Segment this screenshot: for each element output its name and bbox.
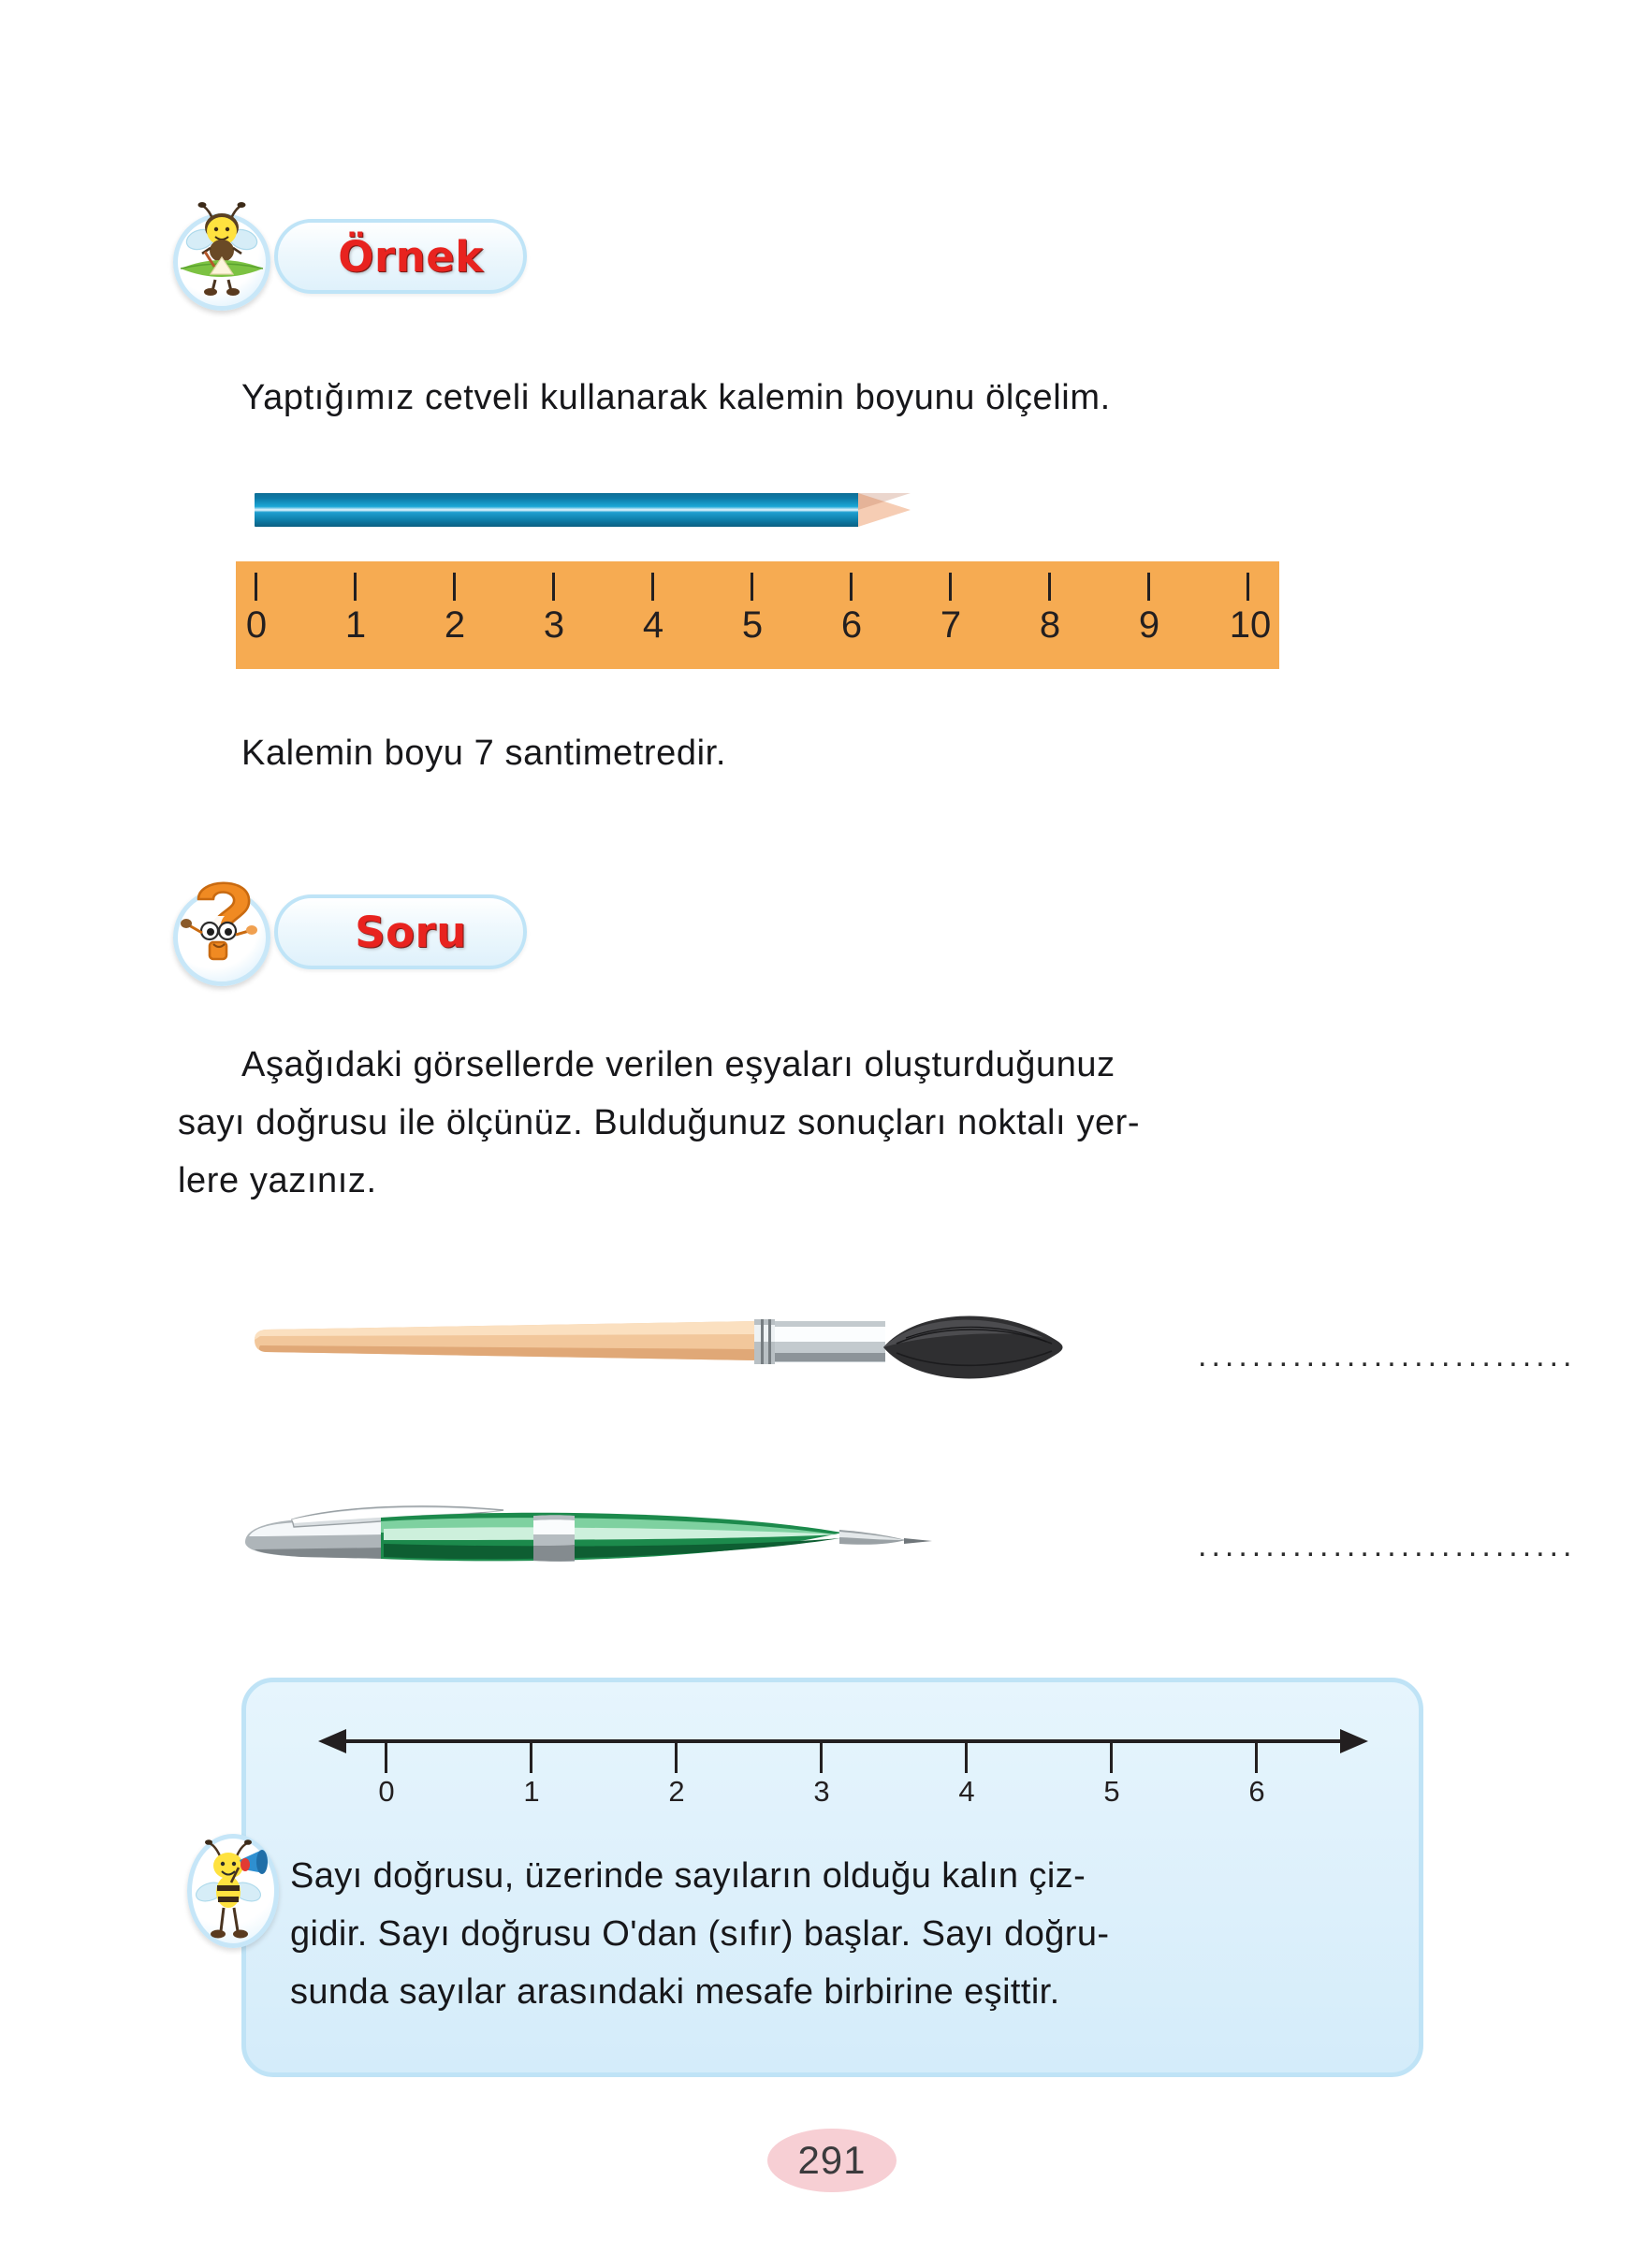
ruler-tick-3 — [552, 573, 555, 601]
soru-badge-label: Soru — [355, 907, 467, 957]
number-line-tick-4 — [965, 1741, 968, 1773]
page-number: 291 — [797, 2138, 867, 2182]
ruler-tick-6 — [850, 573, 853, 601]
page-number-badge — [767, 2129, 897, 2192]
paintbrush — [251, 1308, 887, 1392]
pencil-tip-shade — [858, 493, 911, 510]
ruler-label-3: 3 — [543, 604, 565, 646]
ruler-label-1: 1 — [344, 604, 367, 646]
ruler-label-2: 2 — [444, 604, 466, 646]
number-line-tick-6 — [1255, 1741, 1258, 1773]
question-prompt-line-2: sayı doğrusu ile ölçünüz. Bulduğunuz sonuçları noktalı yer- — [178, 1103, 1141, 1142]
info-text-line-3: sunda sayılar arasındaki mesafe birbirine eşittir. — [290, 1972, 1060, 2012]
ruler-tick-9 — [1147, 573, 1150, 601]
ruler-tick-10 — [1247, 573, 1249, 601]
number-line-tick-0 — [385, 1741, 387, 1773]
ruler-label-6: 6 — [840, 604, 863, 646]
number-line-tick-3 — [820, 1741, 823, 1773]
ruler-label-9: 9 — [1138, 604, 1160, 646]
paintbrush-answer-line[interactable]: ............................ — [1198, 1338, 1577, 1374]
bee-with-megaphone-icon — [187, 1834, 279, 1948]
ornek-badge-label: Örnek — [338, 231, 484, 282]
ruler-tick-5 — [751, 573, 753, 601]
ruler-label-0: 0 — [245, 604, 268, 646]
number-line-tick-2 — [675, 1741, 678, 1773]
number-line-axis — [323, 1739, 1343, 1743]
ruler-label-5: 5 — [741, 604, 764, 646]
ruler-label-10: 10 — [1229, 604, 1272, 646]
bee-on-leaf-icon — [173, 213, 270, 311]
number-line-tick-5 — [1110, 1741, 1113, 1773]
number-line-label-0: 0 — [378, 1775, 395, 1808]
ornek-badge-pill — [274, 219, 527, 294]
ruler-tick-4 — [651, 573, 654, 601]
paintbrush-head — [878, 1302, 1093, 1392]
ruler-label-4: 4 — [642, 604, 664, 646]
info-text-line-1: Sayı doğrusu, üzerinde sayıların olduğu kalın çiz- — [290, 1856, 1086, 1896]
ruler-tick-1 — [354, 573, 357, 601]
number-line-label-2: 2 — [668, 1775, 685, 1808]
number-line-label-6: 6 — [1248, 1775, 1265, 1808]
question-prompt-line-3: lere yazınız. — [178, 1161, 377, 1200]
number-line-label-1: 1 — [523, 1775, 540, 1808]
number-line-arrow-left — [318, 1729, 346, 1753]
question-mark-character-icon — [173, 889, 270, 986]
question-prompt-line-1: Aşağıdaki görsellerde verilen eşyaları oluşturduğunuz — [241, 1045, 1115, 1084]
number-line-label-4: 4 — [958, 1775, 975, 1808]
example-intro-text: Yaptığımız cetveli kullanarak kalemin boyunu ölçelim. — [241, 378, 1111, 417]
number-line-label-5: 5 — [1103, 1775, 1120, 1808]
ruler-tick-0 — [255, 573, 257, 601]
ruler-tick-2 — [453, 573, 456, 601]
ruler-label-8: 8 — [1039, 604, 1061, 646]
number-line-label-3: 3 — [813, 1775, 830, 1808]
info-text-line-2: gidir. Sayı doğrusu O'dan (sıfır) başlar. Sayı doğru- — [290, 1914, 1110, 1954]
soru-badge-pill — [274, 894, 527, 969]
green-pen — [236, 1488, 975, 1591]
number-line-arrow-right — [1340, 1729, 1368, 1753]
example-conclusion-text: Kalemin boyu 7 santimetredir. — [241, 734, 726, 773]
number-line-tick-1 — [530, 1741, 532, 1773]
ruler-label-7: 7 — [940, 604, 962, 646]
pencil-body — [255, 493, 858, 527]
ruler-tick-7 — [949, 573, 952, 601]
pen-answer-line[interactable]: ............................ — [1198, 1528, 1577, 1563]
ruler-tick-8 — [1048, 573, 1051, 601]
